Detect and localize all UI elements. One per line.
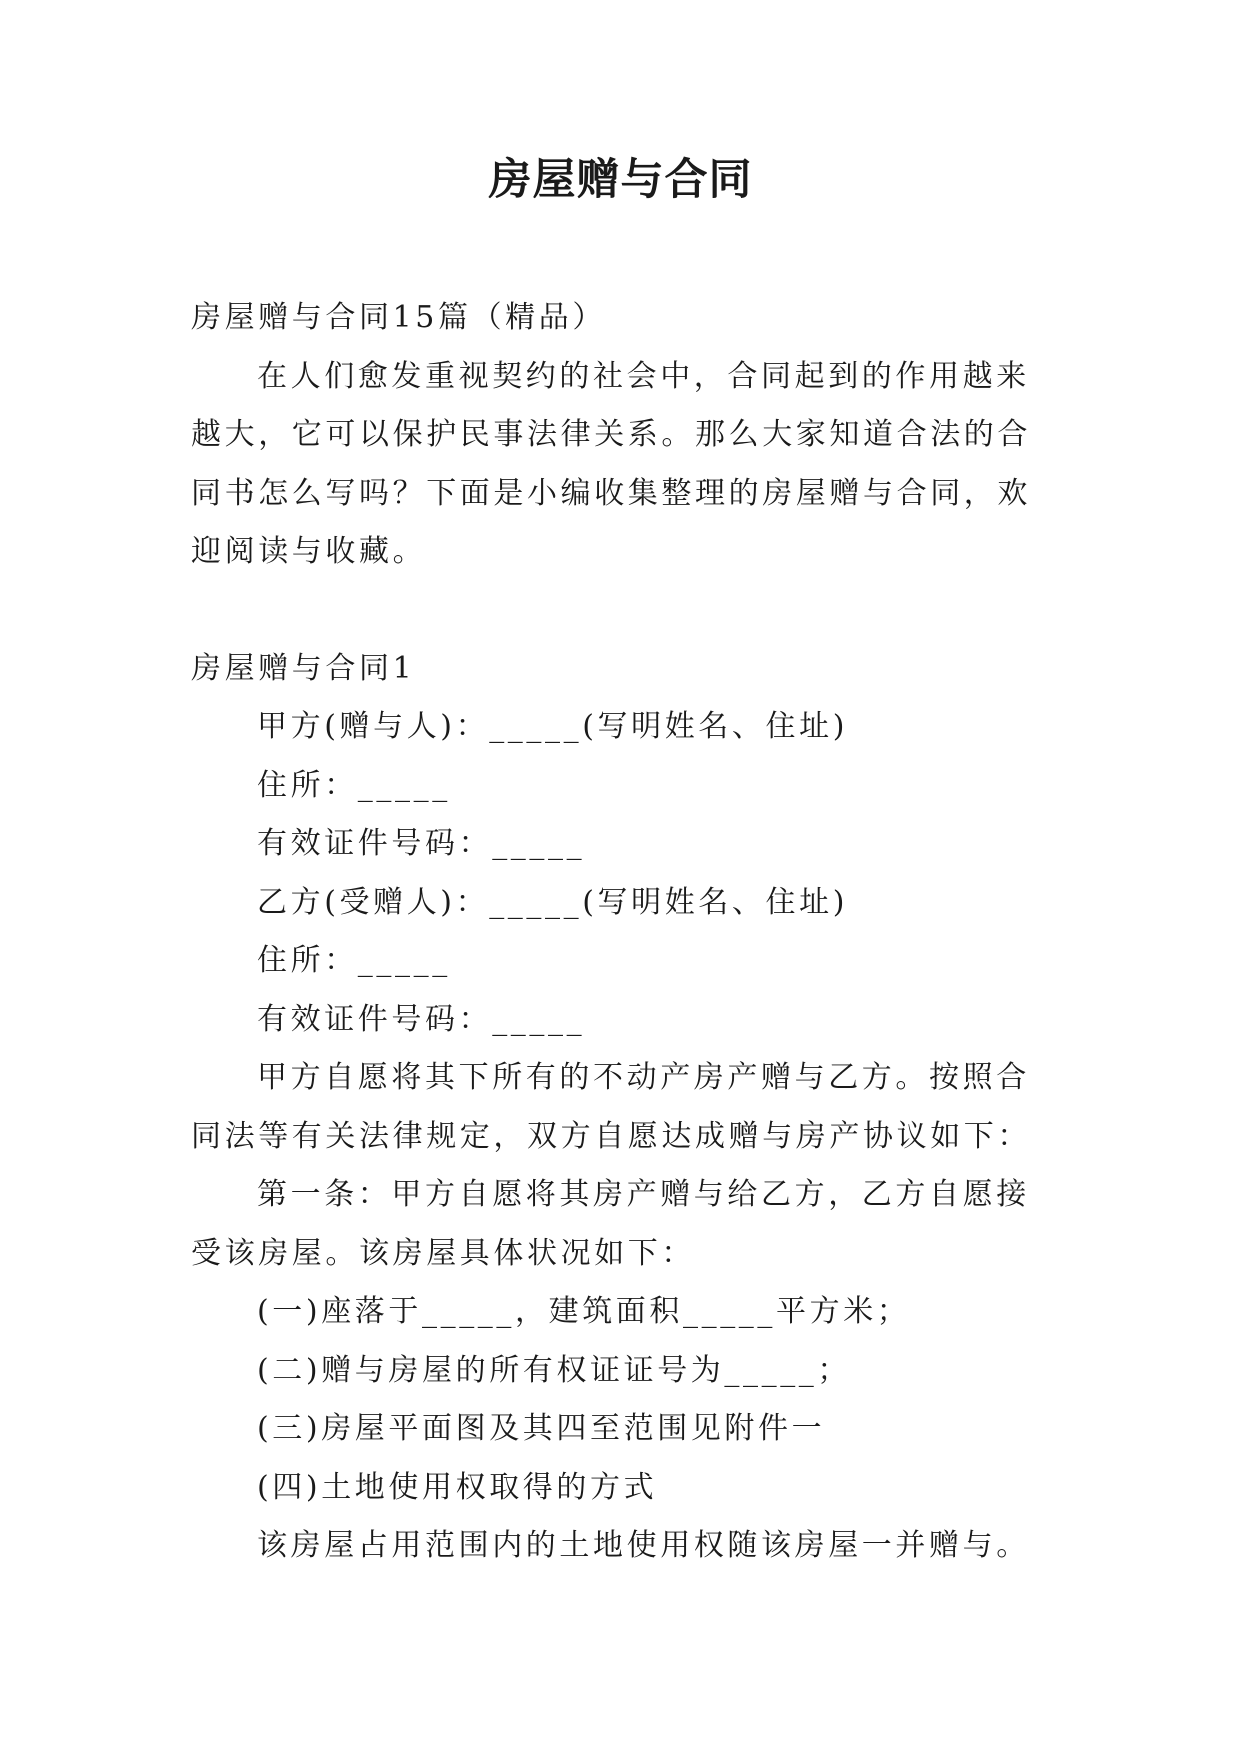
intro-paragraph: 在人们愈发重视契约的社会中，合同起到的作用越来越大，它可以保护民事法律关系。那么大家知道合法的合同书怎么写吗？下面是小编收集整理的房屋赠与合同，欢迎阅读与收藏。 [191, 358, 1031, 569]
section-title: 房屋赠与合同1 [191, 650, 416, 686]
item-4-line: (四)土地使用权取得的方式 [257, 1469, 658, 1505]
item-1-line: (一)座落于_____，建筑面积_____平方米； [257, 1294, 911, 1329]
party-b-line: 乙方(受赠人)：_____(写明姓名、住址) [257, 884, 849, 920]
item-3-line: (三)房屋平面图及其四至范围见附件一 [257, 1411, 826, 1446]
party-a-id-line: 有效证件号码：_____ [257, 826, 586, 861]
party-b-id-line: 有效证件号码：_____ [257, 1001, 586, 1037]
party-a-address-line: 住所：_____ [257, 767, 451, 803]
land-use-paragraph: 该房屋占用范围内的土地使用权随该房屋一并赠与。 [257, 1528, 1030, 1563]
document-heading: 房屋赠与合同15篇（精品） [191, 300, 606, 335]
paragraph-spacer [191, 582, 1051, 640]
party-b-address-line: 住所：_____ [257, 943, 451, 978]
party-a-line: 甲方(赠与人)：_____(写明姓名、住址) [257, 709, 849, 744]
article-1-paragraph: 第一条：甲方自愿将其房产赠与给乙方，乙方自愿接受该房屋。该房屋具体状况如下： [191, 1177, 1030, 1271]
document-body [191, 289, 1051, 1576]
document-title: 房屋赠与合同 [488, 155, 753, 205]
item-2-line: (二)赠与房屋的所有权证证号为_____； [257, 1352, 852, 1388]
preamble-paragraph: 甲方自愿将其下所有的不动产房产赠与乙方。按照合同法等有关法律规定，双方自愿达成赠与房产协议如下： [191, 1060, 1031, 1154]
